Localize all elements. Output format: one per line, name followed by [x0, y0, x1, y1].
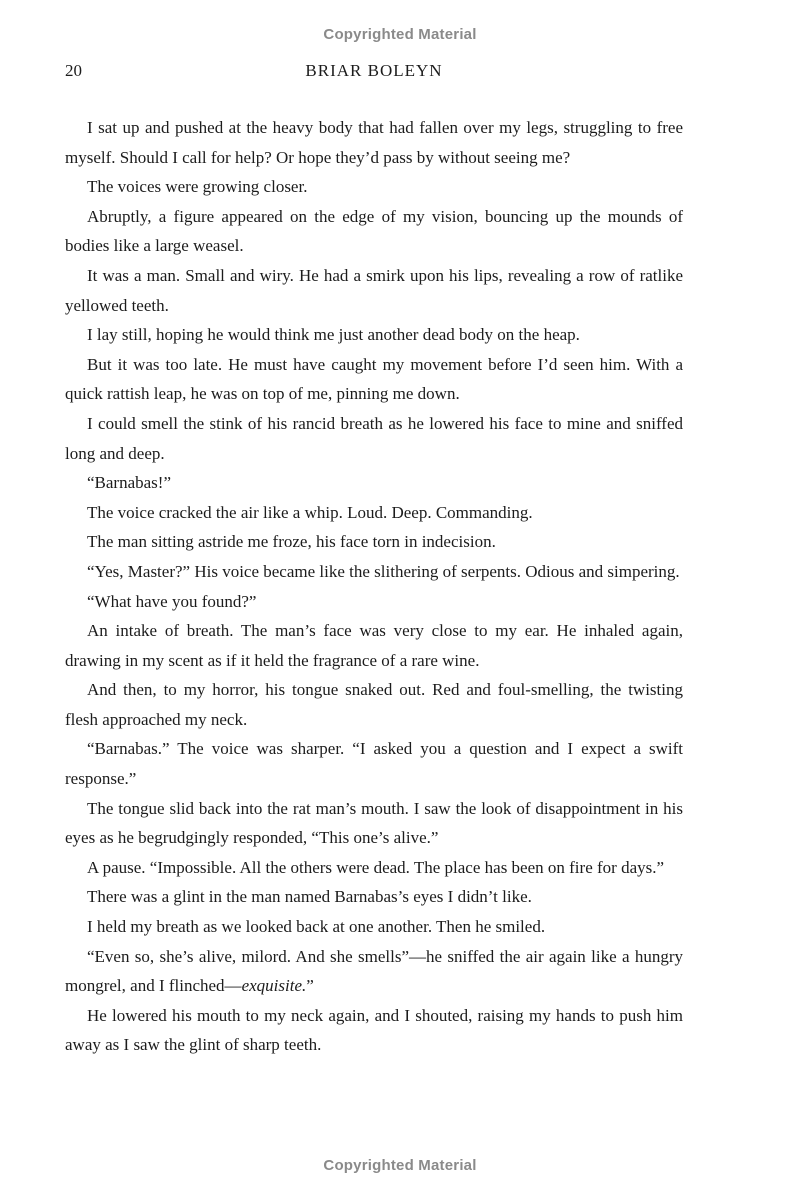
paragraph-16: The tongue slid back into the rat man’s mouth. I saw the look of disappointment in his eyes as he begrudgingly responded, “This one’s alive.”	[65, 798, 683, 848]
paragraph-1: I sat up and pushed at the heavy body that had fallen over my legs, struggling to free myself. Should I call for help? Or hope they’d pass by without seeing me?	[65, 118, 683, 167]
paragraph-17: A pause. “Impossible. All the others were dead. The place has been on fire for days.”	[87, 857, 665, 877]
running-head	[65, 61, 683, 85]
book-title: BRIAR BOLEYN	[305, 61, 443, 80]
paragraph-6: But it was too late. He must have caught my movement before I’d seen him. With a quick rattish leap, he was on top of me, pinning me down.	[65, 354, 683, 404]
copyright-watermark-bottom: Copyrighted Material	[323, 1157, 477, 1174]
paragraph-3: Abruptly, a figure appeared on the edge of my vision, bouncing up the mounds of bodies like a large weasel.	[65, 206, 683, 256]
copyright-watermark-top: Copyrighted Material	[323, 26, 477, 43]
body-text	[65, 113, 683, 1060]
paragraph-5: I lay still, hoping he would think me just another dead body on the heap.	[87, 325, 580, 345]
paragraph-19: I held my breath as we looked back at one another. Then he smiled.	[87, 917, 546, 937]
paragraph-20-text: “Even so, she’s alive, milord. And she smells”—he sniffed the air again like a hungry mongrel, and I flinched—	[65, 946, 683, 996]
paragraph-11: “Yes, Master?” His voice became like the slithering of serpents. Odious and simpering.	[87, 561, 680, 581]
paragraph-13: An intake of breath. The man’s face was very close to my ear. He inhaled again, drawing in my scent as if it held the fragrance of a rare wine.	[65, 621, 683, 670]
paragraph-15: “Barnabas.” The voice was sharper. “I asked you a question and I expect a swift response.”	[65, 739, 683, 789]
paragraph-21: He lowered his mouth to my neck again, and I shouted, raising my hands to push him away as I saw the glint of sharp teeth.	[65, 1005, 683, 1055]
paragraph-12: “What have you found?”	[87, 591, 257, 611]
page-number: 20	[65, 61, 82, 80]
italic-emphasis: exquisite.	[241, 976, 307, 996]
closing-quote: ”	[306, 976, 314, 996]
paragraph-8: “Barnabas!”	[87, 473, 172, 493]
paragraph-2: The voices were growing closer.	[87, 177, 308, 197]
paragraph-18: There was a glint in the man named Barnabas’s eyes I didn’t like.	[87, 887, 532, 907]
paragraph-7: I could smell the stink of his rancid breath as he lowered his face to mine and sniffed long and deep.	[65, 413, 683, 463]
paragraph-4: It was a man. Small and wiry. He had a smirk upon his lips, revealing a row of ratlike yellowed teeth.	[65, 265, 683, 315]
paragraph-14: And then, to my horror, his tongue snaked out. Red and foul-smelling, the twisting flesh approached my neck.	[65, 680, 683, 729]
paragraph-10: The man sitting astride me froze, his face torn in indecision.	[87, 532, 496, 552]
paragraph-20	[65, 942, 683, 1001]
paragraph-9: The voice cracked the air like a whip. Loud. Deep. Commanding.	[87, 502, 533, 522]
